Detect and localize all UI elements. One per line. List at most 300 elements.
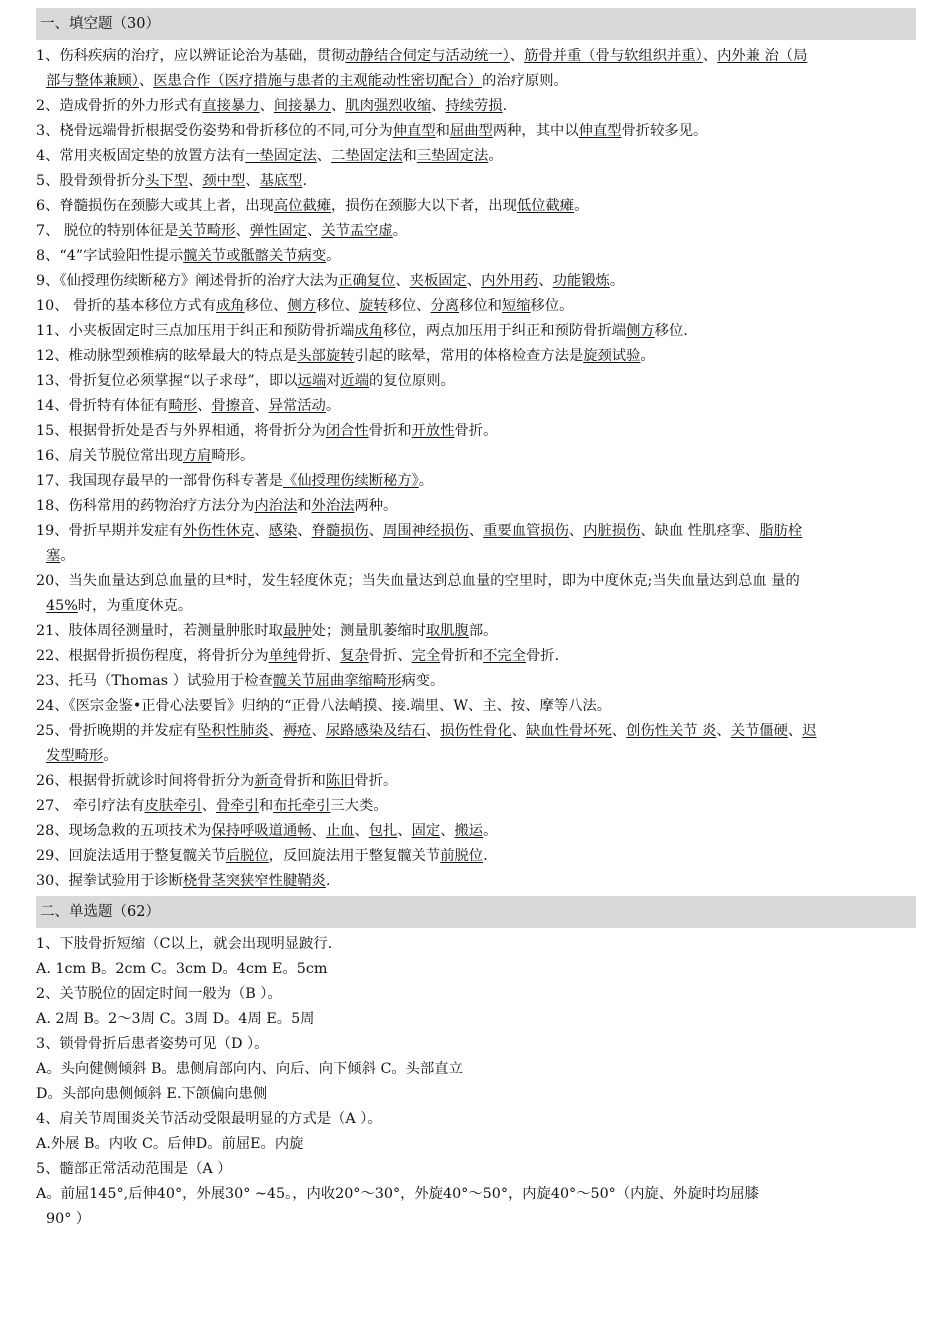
question-line — [36, 269, 916, 294]
question-text: 移位、 — [244, 298, 288, 314]
answer-blank: 髋关节屈曲挛缩畸形 — [272, 673, 402, 689]
answer-blank: 45% — [46, 598, 78, 614]
question-text: 1、伤科疾病的治疗，应以辨证论治为基础，贯彻 — [36, 48, 346, 64]
question-line — [36, 519, 916, 544]
question-item — [36, 144, 916, 169]
question-item — [36, 982, 916, 1007]
question-line — [36, 669, 916, 694]
answer-blank: 《仙授理伤续断秘方》 — [282, 473, 419, 489]
answer-blank: 桡骨茎突狭窄性腱鞘炎 — [182, 873, 326, 889]
question-text: 。 — [483, 823, 498, 839]
answer-blank: 肌肉强烈收缩 — [345, 98, 432, 114]
answer-blank: 分离 — [430, 298, 460, 314]
answer-blank: 搬运 — [454, 823, 484, 839]
question-text: 、 — [201, 798, 217, 814]
question-text: 18、伤科常用的药物治疗方法分为 — [36, 498, 255, 514]
answer-blank: 内外用药 — [481, 273, 539, 289]
question-text: 、 — [425, 723, 441, 739]
question-text: 移位、 — [316, 298, 359, 314]
question-line — [36, 1007, 916, 1032]
question-text: 12、椎动脉型颈椎病的眩晕最大的特点是 — [36, 348, 298, 364]
answer-blank: 塞 — [46, 548, 61, 564]
question-item — [36, 1007, 916, 1032]
answer-blank: 包扎 — [368, 823, 398, 839]
question-item — [36, 494, 916, 519]
question-line — [36, 569, 916, 594]
question-text: 13、骨折复位必须掌握“以子求母”，即以 — [36, 373, 298, 389]
question-text: 29、回旋法适用于整复髋关节 — [36, 848, 226, 864]
question-text: 7、 脱位的特别体征是 — [36, 223, 179, 239]
question-text: 24、《医宗金鉴•正骨心法要旨》归纳的“正骨八法峭摸、接.端里、W、主、按、摩等八法。 — [36, 698, 612, 714]
question-item — [36, 569, 916, 619]
question-text: 的复位原则。 — [369, 373, 455, 389]
question-text: 、 — [716, 723, 731, 739]
question-line — [36, 844, 916, 869]
answer-blank: 低位截瘫 — [516, 198, 575, 214]
question-item — [36, 369, 916, 394]
question-text: 。 — [392, 223, 408, 239]
question-line — [36, 119, 916, 144]
question-line — [36, 1132, 916, 1157]
answer-blank: 方肩 — [182, 448, 212, 464]
question-line — [36, 957, 916, 982]
question-text: 、 — [259, 98, 274, 114]
question-line — [36, 169, 916, 194]
question-text: A. 1cm B。2cm C。3cm D。4cm E。5cm — [36, 961, 328, 977]
question-item — [36, 669, 916, 694]
question-text: 。 — [60, 548, 75, 564]
question-text: 移位。 — [530, 298, 574, 314]
question-item — [36, 294, 916, 319]
question-text: 病变。 — [401, 673, 445, 689]
question-text: ，反回旋法用于整复髋关节 — [268, 848, 441, 864]
answer-blank: 高位截瘫 — [273, 198, 332, 214]
question-text: 骨折较多见。 — [621, 123, 708, 139]
answer-blank: 直接暴力 — [202, 98, 260, 114]
question-text: 17、我国现存最早的一部骨伤科专著是 — [36, 473, 283, 489]
question-item — [36, 619, 916, 644]
question-item — [36, 419, 916, 444]
answer-blank: 筋骨并重（骨与软组织并重） — [524, 48, 703, 64]
question-text: 骨折和 — [440, 648, 484, 664]
question-item — [36, 1132, 916, 1157]
question-text: 移位，两点加压用于纠正和预防骨折端 — [383, 323, 627, 339]
question-line — [36, 932, 916, 957]
question-text: 、 — [468, 523, 484, 539]
question-text: 对 — [326, 373, 341, 389]
question-text: 。 — [488, 148, 503, 164]
question-text: 骨折. — [526, 648, 560, 664]
question-text: 和 — [297, 498, 312, 514]
answer-blank: 固定 — [411, 823, 441, 839]
question-item — [36, 844, 916, 869]
question-text: 2、关节脱位的固定时间一般为（B ）。 — [36, 986, 282, 1002]
question-item — [36, 119, 916, 144]
question-text: . — [483, 848, 488, 864]
answer-blank: 缺血性骨坏死 — [526, 723, 612, 739]
question-item — [36, 1082, 916, 1107]
answer-blank: 周围神经损伤 — [383, 523, 469, 539]
answer-blank: 远端 — [297, 373, 327, 389]
answer-blank: 重要血管损伤 — [483, 523, 569, 539]
answer-blank: 关节盂空虚 — [321, 223, 393, 239]
fill-in-question-list — [36, 44, 916, 894]
question-item — [36, 1157, 916, 1182]
answer-blank: 闭合性 — [325, 423, 369, 439]
question-text: 。 — [609, 273, 625, 289]
answer-blank: 最肿 — [282, 623, 312, 639]
question-item — [36, 1182, 916, 1232]
question-item — [36, 957, 916, 982]
answer-blank: 骨擦音 — [211, 398, 255, 414]
question-text: 26、根据骨折就诊时间将骨折分为 — [36, 773, 255, 789]
answer-blank: 外治法 — [311, 498, 355, 514]
answer-blank: 开放性 — [411, 423, 455, 439]
question-text: 、 — [306, 223, 322, 239]
question-text: 6、脊髓损伤在颈膨大或其上者，出现 — [36, 198, 274, 214]
answer-blank: 取肌腹 — [425, 623, 469, 639]
single-choice-question-list — [36, 932, 916, 1232]
question-text: A。前屈145°,后伸40°，外展30° ~45。，内收20°〜30°，外旋40°〜50°，内旋40°〜50°（内旋、外旋时均屈膝 — [36, 1186, 759, 1202]
section-header-single-choice: 二、单选题（62） — [36, 896, 916, 928]
answer-blank: 近端 — [340, 373, 370, 389]
answer-blank: 部与整体兼顾） — [46, 73, 139, 89]
answer-blank: 布托牵引 — [273, 798, 331, 814]
answer-blank: 完全 — [411, 648, 441, 664]
answer-blank: 伸直型 — [578, 123, 622, 139]
answer-blank: 成角 — [354, 323, 384, 339]
question-text: 10、 骨折的基本移位方式有 — [36, 298, 217, 314]
question-item — [36, 219, 916, 244]
answer-blank: 基底型 — [259, 173, 303, 189]
question-item — [36, 794, 916, 819]
answer-blank: 畸形 — [168, 398, 198, 414]
answer-blank: 异常活动 — [268, 398, 326, 414]
question-item — [36, 819, 916, 844]
document-page — [36, 8, 916, 1232]
answer-blank: 关节畸形 — [178, 223, 236, 239]
question-text: 、 — [395, 273, 410, 289]
question-line — [36, 319, 916, 344]
answer-blank: 创伤性关节 炎 — [626, 723, 717, 739]
answer-blank: 坠积性肺炎 — [197, 723, 269, 739]
answer-blank: 侧方 — [287, 298, 317, 314]
question-line — [36, 1157, 916, 1182]
answer-blank: 医患合作（医疗措施与患者的主观能动性密切配合） — [153, 73, 483, 89]
question-line — [36, 1057, 916, 1082]
answer-blank: 伸直型 — [392, 123, 436, 139]
answer-blank: 感染 — [268, 523, 298, 539]
question-line — [36, 219, 916, 244]
question-text: 8、“4”字试验阳性提示 — [36, 248, 184, 264]
question-text: 30、握拳试验用于诊断 — [36, 873, 183, 889]
question-text: 移位、 — [387, 298, 431, 314]
question-text: 、缺血 性肌痉挛、 — [640, 523, 760, 539]
question-text: 骨折、 — [297, 648, 341, 664]
answer-blank: 动静结合伺定与活动统一） — [345, 48, 510, 64]
question-item — [36, 869, 916, 894]
question-text: 、 — [188, 173, 203, 189]
question-text: 、 — [254, 523, 269, 539]
question-item — [36, 1057, 916, 1082]
question-text: A。头向健侧倾斜 B。患侧肩部向内、向后、向下倾斜 C。头部直立 — [36, 1061, 463, 1077]
question-text: 、 — [245, 173, 260, 189]
question-line — [36, 94, 916, 119]
answer-blank: 内脏损伤 — [583, 523, 641, 539]
question-text: 5、髓部正常活动范围是（A ） — [36, 1161, 232, 1177]
answer-blank: 褥疮 — [282, 723, 312, 739]
answer-blank: 旋转 — [358, 298, 388, 314]
question-text: 。 — [326, 248, 341, 264]
question-text: 15、根据骨折处是否与外界相通，将骨折分为 — [36, 423, 326, 439]
answer-blank: 功能锻炼 — [552, 273, 610, 289]
question-text: 、 — [611, 723, 627, 739]
question-text: D。头部向患侧倾斜 E.下颌偏向患侧 — [36, 1086, 268, 1102]
answer-blank: 旋颈试验 — [583, 348, 641, 364]
question-line — [36, 194, 916, 219]
question-text: 、 — [509, 48, 525, 64]
question-line — [36, 619, 916, 644]
question-text: 和 — [402, 148, 417, 164]
question-text: 骨折和 — [368, 423, 412, 439]
question-line — [36, 819, 916, 844]
section-header-fill-in: 一、填空题（30） — [36, 8, 916, 40]
question-text: 骨折和 — [282, 773, 326, 789]
question-text: 。 — [325, 398, 341, 414]
question-item — [36, 319, 916, 344]
question-text: 、 — [311, 723, 326, 739]
question-text: 23、托马（Thomas ）试验用于检查 — [36, 673, 273, 689]
answer-blank: 间接暴力 — [273, 98, 332, 114]
answer-blank: 脂肪栓 — [759, 523, 803, 539]
question-line — [36, 644, 916, 669]
question-line — [36, 244, 916, 269]
question-text: 、 — [368, 523, 384, 539]
question-text: 、 — [538, 273, 553, 289]
question-item — [36, 269, 916, 294]
answer-blank: 持续劳损 — [445, 98, 503, 114]
question-line-continuation — [36, 744, 916, 769]
question-item — [36, 932, 916, 957]
question-text: 1、下肢骨折短缩（C以上，就会出现明显跛行. — [36, 936, 333, 952]
question-text: A.外展 B。内收 C。后伸D。前屈E。内旋 — [36, 1136, 304, 1152]
question-item — [36, 344, 916, 369]
question-item — [36, 769, 916, 794]
question-item — [36, 1107, 916, 1132]
question-text: . — [325, 873, 331, 889]
answer-blank: 后脱位 — [225, 848, 269, 864]
question-text: 。 — [574, 198, 589, 214]
question-text: 的治疗原则。 — [482, 73, 568, 89]
answer-blank: 止血 — [325, 823, 355, 839]
question-item — [36, 1032, 916, 1057]
question-text: 28、现场急救的五项技术为 — [36, 823, 212, 839]
question-text: 移位. — [654, 323, 688, 339]
question-text: 。 — [640, 348, 655, 364]
question-line — [36, 394, 916, 419]
answer-blank: 发型畸形 — [46, 748, 104, 764]
question-text: 移位和 — [459, 298, 502, 314]
question-text: 、 — [397, 823, 412, 839]
answer-blank: 内外兼 治（局 — [717, 48, 808, 64]
answer-blank: 骨牵引 — [216, 798, 259, 814]
question-line — [36, 769, 916, 794]
question-text: 骨折。 — [354, 773, 398, 789]
question-text: 、 — [466, 273, 482, 289]
question-text: 、 — [331, 98, 346, 114]
question-text: 16、肩关节脱位常出现 — [36, 448, 183, 464]
question-text: 11、小夹板固定时三点加压用于纠正和预防骨折端 — [36, 323, 355, 339]
question-item — [36, 94, 916, 119]
answer-blank: 损伤性骨化 — [440, 723, 512, 739]
question-text: 部。 — [468, 623, 498, 639]
answer-blank: 成角 — [216, 298, 245, 314]
answer-blank: 关节僵硬 — [730, 723, 788, 739]
question-line — [36, 719, 916, 744]
answer-blank: 脊髓损伤 — [311, 523, 369, 539]
question-text: 、 — [702, 48, 718, 64]
answer-blank: 三垫固定法 — [416, 148, 489, 164]
question-text: 两种。 — [354, 498, 398, 514]
question-text: 4、常用夹板固定垫的放置方法有 — [36, 148, 246, 164]
question-text: 、 — [235, 223, 250, 239]
question-text: 、 — [138, 73, 154, 89]
question-line — [36, 419, 916, 444]
answer-blank: 外伤性休克 — [182, 523, 255, 539]
question-text: 、 — [440, 823, 455, 839]
answer-blank: 颈中型 — [202, 173, 246, 189]
question-text: 骨折。 — [454, 423, 498, 439]
answer-blank: 皮肤牵引 — [144, 798, 202, 814]
question-text: 、 — [568, 523, 584, 539]
answer-blank: 内治法 — [254, 498, 298, 514]
question-text: 3、桡骨远端骨折根据受伤姿势和骨折移位的不同,可分为 — [36, 123, 393, 139]
question-line — [36, 1107, 916, 1132]
question-item — [36, 394, 916, 419]
answer-blank: 头下型 — [145, 173, 189, 189]
answer-blank: 二垫固定法 — [331, 148, 403, 164]
question-text: 、 — [787, 723, 803, 739]
question-text: 、 — [316, 148, 332, 164]
question-text: 5、股骨颈骨折分 — [36, 173, 146, 189]
question-text: 22、根据骨折损伤程度，将骨折分为 — [36, 648, 269, 664]
question-text: ，损伤在颈膨大以下者，出现 — [331, 198, 517, 214]
question-text: 90° ） — [46, 1211, 91, 1227]
question-line — [36, 369, 916, 394]
question-item — [36, 519, 916, 569]
question-text: 、 — [354, 823, 369, 839]
question-text: 、 — [431, 98, 446, 114]
answer-blank: 侧方 — [626, 323, 655, 339]
question-line-continuation — [36, 69, 916, 94]
question-item — [36, 194, 916, 219]
answer-blank: 不完全 — [483, 648, 526, 664]
question-text: 9、《仙授理伤续断秘方》阐述骨折的治疗大法为 — [36, 273, 339, 289]
question-line-continuation — [36, 544, 916, 569]
question-text: 处；测量肌萎缩时 — [311, 623, 426, 639]
question-line — [36, 44, 916, 69]
question-text: 21、肢体周径测量时，若测量肿胀时取 — [36, 623, 283, 639]
question-text: 4、肩关节周围炎关节活动受限最明显的方式是（A ）。 — [36, 1111, 382, 1127]
answer-blank: 复杂 — [340, 648, 369, 664]
question-text: 和 — [435, 123, 450, 139]
question-item — [36, 469, 916, 494]
answer-blank: 陈旧 — [325, 773, 355, 789]
question-text: 引起的眩晕，常用的体格检查方法是 — [354, 348, 584, 364]
question-line — [36, 794, 916, 819]
answer-blank: 短缩 — [501, 298, 531, 314]
question-line — [36, 344, 916, 369]
question-line — [36, 1082, 916, 1107]
question-text: . — [302, 173, 307, 189]
question-line — [36, 1182, 916, 1207]
question-item — [36, 694, 916, 719]
question-line-continuation — [36, 1207, 916, 1232]
question-text: 、 — [297, 523, 312, 539]
question-text: 19、骨折早期并发症有 — [36, 523, 183, 539]
question-line — [36, 144, 916, 169]
question-text: 。 — [103, 748, 118, 764]
answer-blank: 头部旋转 — [297, 348, 355, 364]
answer-blank: 弹性固定 — [249, 223, 307, 239]
question-text: 27、 牵引疗法有 — [36, 798, 145, 814]
question-line — [36, 694, 916, 719]
question-item — [36, 444, 916, 469]
question-text: 、 — [197, 398, 212, 414]
answer-blank: 屈曲型 — [449, 123, 493, 139]
question-text: 时，为重度休克。 — [77, 598, 193, 614]
answer-blank: 新奇 — [254, 773, 283, 789]
answer-blank: 夹板固定 — [409, 273, 467, 289]
question-text: 25、骨折晚期的并发症有 — [36, 723, 198, 739]
question-item — [36, 719, 916, 769]
question-text: 14、骨折特有体征有 — [36, 398, 169, 414]
question-text: 、 — [311, 823, 326, 839]
question-item — [36, 644, 916, 669]
question-text: 畸形。 — [211, 448, 255, 464]
question-line — [36, 1032, 916, 1057]
question-text: 和 — [258, 798, 274, 814]
answer-blank: 迟 — [802, 723, 817, 739]
question-text: 骨折、 — [368, 648, 412, 664]
answer-blank: 前脱位 — [440, 848, 484, 864]
question-text: 两种，其中以 — [492, 123, 579, 139]
question-line — [36, 494, 916, 519]
question-item — [36, 244, 916, 269]
answer-blank: 单纯 — [268, 648, 298, 664]
question-text: 3、锁骨骨折后患者姿势可见（D ）。 — [36, 1036, 269, 1052]
answer-blank: 一垫固定法 — [245, 148, 317, 164]
question-text: 、 — [268, 723, 283, 739]
question-item — [36, 169, 916, 194]
question-line-continuation — [36, 594, 916, 619]
answer-blank: 保持呼吸道通畅 — [211, 823, 312, 839]
answer-blank: 正确复位 — [338, 273, 396, 289]
question-text: A. 2周 B。2〜3周 C。3周 D。4周 E。5周 — [36, 1011, 315, 1027]
question-text: 、 — [254, 398, 269, 414]
question-line — [36, 294, 916, 319]
question-text: . — [502, 98, 508, 114]
answer-blank: 尿路感染及结石 — [325, 723, 426, 739]
answer-blank: 髋关节或骶髂关节病变 — [183, 248, 327, 264]
question-line — [36, 444, 916, 469]
question-text: 。 — [418, 473, 434, 489]
question-line — [36, 869, 916, 894]
question-item — [36, 44, 916, 94]
question-text: 、 — [511, 723, 526, 739]
question-text: 三大类。 — [330, 798, 388, 814]
question-line — [36, 982, 916, 1007]
